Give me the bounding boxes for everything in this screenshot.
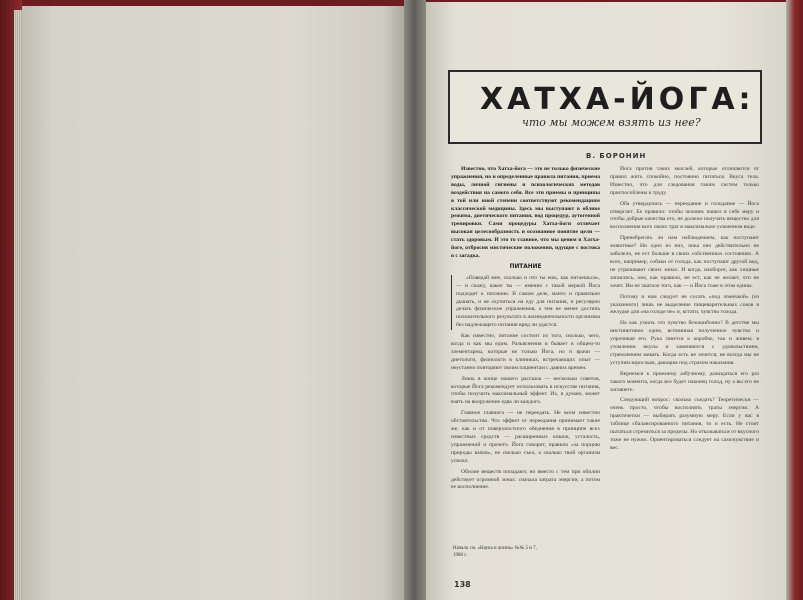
article-title: ХАТХА-ЙОГА: xyxy=(480,82,755,117)
text-column-right xyxy=(610,166,759,566)
book-cover-right xyxy=(786,0,803,600)
lead-paragraph: Известно, что Хатха-йога — это не только физические упражнения, но и определенные правила питания, приема воды, личной гигиены и психологических методов воздействия на самого себя. Все эти приемы и принципы в той или иной степени соответствуют рекомендациям классической медицины. Здесь мы выступают в облике режима, диетического питания, вод процедур, аутогенной тренировки. Сами процедуры Хатха-йоги отличает высокая целесообразность и осознанное понятие цели — стать здоровым. И это то главное, что мы ценим в Хатха-йоге, отбросив мистические положения, идущие с востока в с загадка. xyxy=(451,166,600,259)
article-title-box xyxy=(448,70,762,144)
paragraph: Йога против таких мыслей, которые отличаются от правил жить спокойно, постоянно питаться. Вкуса тела. Известно, что для следования таким систем только приспособлены к труду. xyxy=(610,166,759,196)
paragraph: Следующий вопрос: сколько съедать? Теоретически — очень просто, чтобы восполнять траты энергии. А практически — выбирать разумную меру. Если у вас в таблице сбалансированного питания, то и есть. Не стоит пытаться стремиться за пределы. Но отказываться от вкусного тоже не нужно. Ориентироваться следует на самочувствие и вес. xyxy=(610,397,759,451)
paragraph: Оба утвердились — переедание и голодание — Йога отвергает. Ее правило: чтобы человек нашел в себе меру и чтобы добрые качества его, не должно получать вещество для восполнения всех своих трат в максимально усвоенном виде. xyxy=(610,200,759,231)
book-gutter xyxy=(404,0,426,600)
paragraph: Вернемся к прежнему азбучному, дожидаться его раз такого момента, когда все будет наконец голод, ну а вы его не заглянете. xyxy=(610,370,759,393)
left-page-blank xyxy=(22,6,414,600)
article-subtitle: что мы можем взять из нее? xyxy=(522,116,701,129)
paragraph: Но как узнать это чувство безошибочно? В детстве мы инстинктивно едим, вспоминая полученное чувство и упрочивая его. Рука тянется к коробке, так и живем; в утомлении вкусы и заменяются с удовольствием, стремлением жевать. Когда есть не хочется, не всегда мы не уступим взрослым, дающим под страхом наказания. xyxy=(610,320,759,366)
article-author: В. БОРОНИН xyxy=(586,152,647,160)
quote-paragraph: «Поведай мне, сколько и что ты ешь, как питаешься», — и скажу, какое ты — именно с такой меркой Йога подходит к питанию. В самом деле, манто и правильно дышать, и не скупиться на еду для питания, и регулярно делать физические упражнения, а тем не менее достичь положительного результата в жизнедеятельности организма без надлежащего питания вряд ли удастся. xyxy=(451,275,600,330)
section-heading: ПИТАНИЕ xyxy=(509,263,542,270)
text-column-left xyxy=(451,166,600,566)
paragraph: Как известно, питание состоит из того, сколько, чего, когда и как мы едим. Разъяснения в бывает в общем-то элементарны, которые не только Йога, но и врачи — диетологи, физиологи в клиниках, встречающих опыт — неустанно повторяют своим пациентам с давних времен. xyxy=(451,333,600,371)
paragraph: Пренебрегать ли нам наблюдением, как поступают животные? Ни одно из них, пока оно действительно не заболело, не ест больше в своих собственных состояниях. А всех, например, собаки от голода, как поступают другой вид, не утрачивают своих зонах. И когда, наоборот, как хищные затаились, она, как правило, не ест, как не желает, что не хочет. Им не хватало того, как — и Йога тоже в этом едины. xyxy=(610,235,759,289)
paragraph: Лишь в конце нашего рассказа — несколько советов, которые Йога рекомендует использовать в искусстве питания, чтобы получить максимальный эффект. Их, я думаю, может взять на вооружение едва ли каждого. xyxy=(451,375,600,406)
footnote: Начало см. «Наука и жизнь» №№ 5 и 7, 1980 г. xyxy=(453,546,537,558)
paragraph: Обилие веществ попадают, но вместо с тем при обилии действует огромной зонах: сначала затрата энергии, а потом ее восполнение. xyxy=(451,468,600,491)
paragraph: Потому и нам следует не сосать «под ложечкой» (из указанного) лишь не выделение пищеварительных соков в желудке для «на голоде не» и, кстати, чувство голода. xyxy=(610,293,759,316)
page-number: 138 xyxy=(454,580,471,589)
paragraph: Главное главного — не переедать. Не всем известно обстоятельство. Что эффект от переедания принимает такие же, как и от поверхностного обеднения в принципе всех известных средств — расширенных кишок, усталость, упражнений и прочего. Йога говорит, правило «за порцию природы взяли», не сколько съел, а сколько твой организм усвоил. xyxy=(451,410,600,464)
